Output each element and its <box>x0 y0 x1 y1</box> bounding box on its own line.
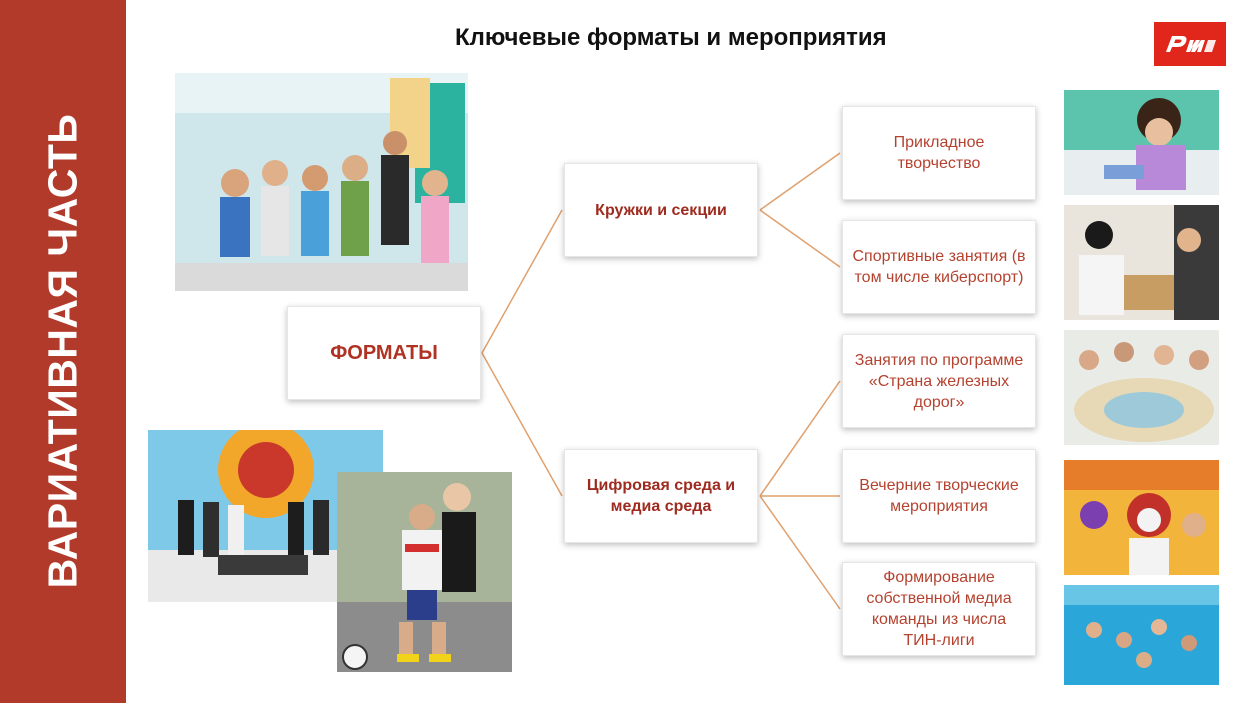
leaf-railway-program-label: Занятия по программе «Страна железных дорог» <box>854 351 1024 411</box>
rzd-logo <box>1154 22 1226 66</box>
leaf-sports-label: Спортивные занятия (в том числе киберспорт) <box>852 248 1026 286</box>
connector-branch2-item1 <box>760 381 840 496</box>
leaf-media-team-label: Формирование собственной медиа команды из числа ТИН-лиги <box>866 569 1012 649</box>
photo-chess <box>1064 205 1219 320</box>
connector-branch1-item2 <box>760 210 840 267</box>
photo-children-group <box>175 73 468 291</box>
rzd-logo-mark <box>1160 30 1220 58</box>
leaf-applied-art <box>842 106 1036 200</box>
side-label: ВАРИАТИВНАЯ ЧАСТЬ <box>39 113 86 589</box>
photo-pool <box>1064 585 1219 685</box>
root-formats-label: ФОРМАТЫ <box>330 341 438 364</box>
photo-football <box>337 472 512 672</box>
branch-clubs-box <box>564 163 758 257</box>
branch-digital-label: Цифровая среда и медиа среда <box>586 477 736 515</box>
leaf-evening-events <box>842 449 1036 543</box>
connector-branch2-item3 <box>760 496 840 609</box>
connector-root-branch1 <box>482 210 562 353</box>
photo-crafts <box>1064 90 1219 195</box>
leaf-evening-events-label: Вечерние творческие мероприятия <box>859 477 1019 515</box>
leaf-applied-art-label: Прикладное творчество <box>893 134 985 172</box>
leaf-media-team <box>842 562 1036 656</box>
photo-evening-event <box>1064 460 1219 575</box>
leaf-sports <box>842 220 1036 314</box>
page-title: Ключевые форматы и мероприятия <box>455 24 887 51</box>
leaf-railway-program <box>842 334 1036 428</box>
side-band <box>0 0 126 703</box>
root-formats-box <box>287 306 481 400</box>
photo-railway-program <box>1064 330 1219 445</box>
branch-digital-box <box>564 449 758 543</box>
connector-branch1-item1 <box>760 153 840 210</box>
branch-clubs-label: Кружки и секции <box>595 201 727 219</box>
